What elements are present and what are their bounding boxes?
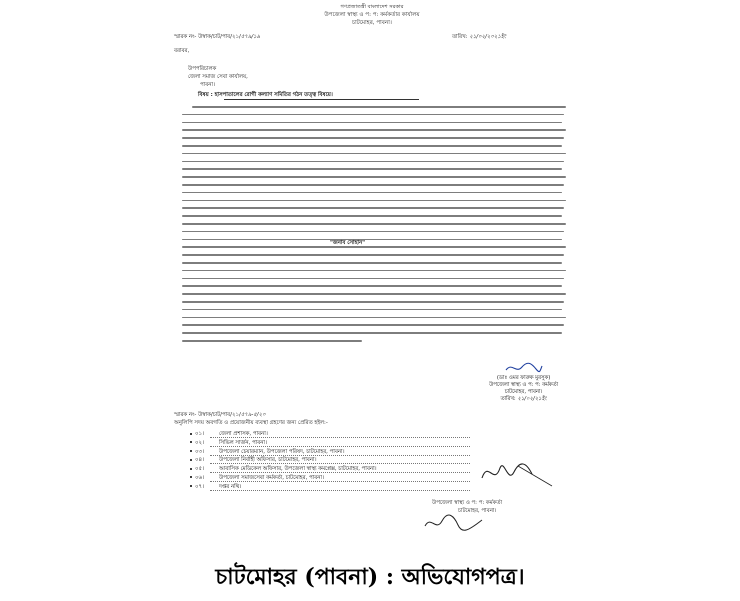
- memo-number-prefix: স্মারক নং- উস্বাক/চাট/পাব/২১/: [174, 34, 241, 40]
- complaint-letter: [174, 4, 570, 536]
- body-text-line: [182, 129, 566, 131]
- body-text-line: [182, 262, 562, 264]
- signatory-designation: উপজেলা স্বাস্থ্য ও প: প: কর্মকর্তা: [489, 382, 558, 388]
- body-text-line: [182, 137, 564, 139]
- signatory-date-label: তারিখ:: [500, 396, 516, 402]
- body-text-line: [182, 223, 566, 225]
- letterhead-office: উপজেলা স্বাস্থ্য ও প: প: কর্মকর্তার কার্যালয়: [324, 12, 420, 18]
- signatory-date-handwritten: ২১/০২/২১ইং: [517, 396, 547, 402]
- letter-date: [452, 34, 506, 40]
- bullet-dot: [190, 441, 192, 443]
- initials-scribble: [422, 512, 486, 534]
- body-text-line: [182, 145, 562, 147]
- memo-number-handwritten: ৫৭৯/১৯: [240, 34, 261, 40]
- body-text-line: [182, 192, 562, 194]
- distribution-item: ০২। সিভিল সার্জন, পাবনা।: [190, 439, 490, 448]
- subject-underline: [224, 99, 419, 100]
- body-text-line: [182, 184, 564, 186]
- memo-number: [174, 34, 260, 40]
- body-text-line: [182, 324, 564, 326]
- body-text-line: [182, 114, 564, 116]
- salutation: বরাবর,: [174, 48, 190, 54]
- recipient-title: উপপরিচালক: [188, 66, 217, 72]
- letterhead-government: গণপ্রজাতন্ত্রী বাংলাদেশ সরকার: [340, 4, 404, 10]
- distribution-item: ০৬। উপজেলা সমাজসেবা কর্মকর্তা, চাটমোহর, পাবনা।: [190, 474, 490, 483]
- body-text-line: [182, 317, 566, 319]
- distribution-item: ০৪। উপজেলা নির্বাহী অফিসার, চাটমোহর, পাবনা।: [190, 456, 490, 465]
- distribution-intro: অনুলিপি সদয় অবগতি ও প্রয়োজনীয় ব্যবস্থা গ্রহণের জন্য প্রেরিত হইল:-: [174, 420, 328, 426]
- bullet-dot: [190, 468, 192, 470]
- distribution-memo-handwritten: ৫৭৯-৫/২০: [240, 412, 266, 418]
- body-text-line: [182, 239, 562, 241]
- dotted-rule: [210, 490, 470, 491]
- body-text-line: [182, 270, 566, 272]
- body-text-line: [182, 176, 566, 178]
- body-text-line: [182, 309, 562, 311]
- body-text-line: [182, 207, 564, 209]
- body-text-line: [182, 168, 562, 170]
- sig2-place: চাটমোহর, পাবনা।: [458, 508, 497, 514]
- signature-block: [489, 362, 558, 403]
- recipient-city: পাবনা।: [200, 82, 215, 88]
- body-text-line: [182, 122, 562, 124]
- distribution-memo-prefix: স্মারক নং- উস্বাক/চাট/পাব/২১/: [174, 412, 241, 418]
- body-highlight-name: "জনাব সোহান": [330, 240, 366, 246]
- letterhead-location: চাটমোহর, পাবনা।: [352, 20, 392, 26]
- body-text-line: [182, 153, 566, 155]
- bullet-dot: [190, 476, 192, 478]
- sig2-designation: উপজেলা স্বাস্থ্য ও প: প: কর্মকর্তা: [432, 500, 503, 506]
- subject-line: বিষয় : হাসপাতালের রোগী কল্যাণ সমিতির গঠন তত্ত্ব বিষয়ে।: [198, 92, 333, 98]
- distribution-item: ০৩। উপজেলা চেয়ারম্যান, উপজেলা পরিষদ, চাটমোহর, পাবনা।: [190, 448, 490, 457]
- body-text-line: [182, 278, 564, 280]
- distribution-item: ০৫। আবাসিক মেডিকেল অফিসার, উপজেলা স্বাস্থ্য কমপ্লেক্স, চাটমোহর, পাবনা।: [190, 465, 490, 474]
- body-text-line: [192, 106, 566, 108]
- second-signature-scribble: [478, 456, 558, 490]
- body-text-line: [182, 293, 566, 295]
- letter-body: [182, 102, 566, 312]
- body-text-line: [182, 340, 362, 342]
- body-text-line: [182, 231, 564, 233]
- body-text-line: [182, 285, 562, 287]
- distribution-item: ০৭। দপ্তর নথি।: [190, 483, 490, 492]
- bullet-dot: [190, 433, 192, 435]
- body-text-line: [182, 215, 562, 217]
- date-handwritten: ২১/০২/২০২১ইং: [469, 34, 506, 40]
- body-text-line: [182, 254, 564, 256]
- bullet-dot: [190, 459, 192, 461]
- distribution-list: [190, 430, 490, 492]
- recipient-office: জেলা সমাজ সেবা কার্যালয়,: [188, 74, 248, 80]
- page-caption: চাটমোহর (পাবনা) : অভিযোগপত্র।: [215, 564, 525, 590]
- body-text-line: [182, 301, 564, 303]
- body-text-line: [182, 161, 564, 163]
- date-label: তারিখ:: [452, 34, 468, 40]
- distribution-memo: [174, 412, 266, 418]
- body-text-line: [182, 332, 562, 334]
- signatory-place: চাটমোহর, পাবনা।: [504, 389, 543, 395]
- body-text-line: [182, 246, 566, 248]
- distribution-item: ০১। জেলা প্রশাসক, পাবনা।: [190, 430, 490, 439]
- bullet-dot: [190, 485, 192, 487]
- signature-scribble: [504, 362, 544, 374]
- bullet-dot: [190, 450, 192, 452]
- signatory-name: (ডাঃ ওমর ফারুক মুরসুক): [496, 375, 551, 381]
- body-text-line: [182, 200, 566, 202]
- signatory-date: [489, 396, 558, 403]
